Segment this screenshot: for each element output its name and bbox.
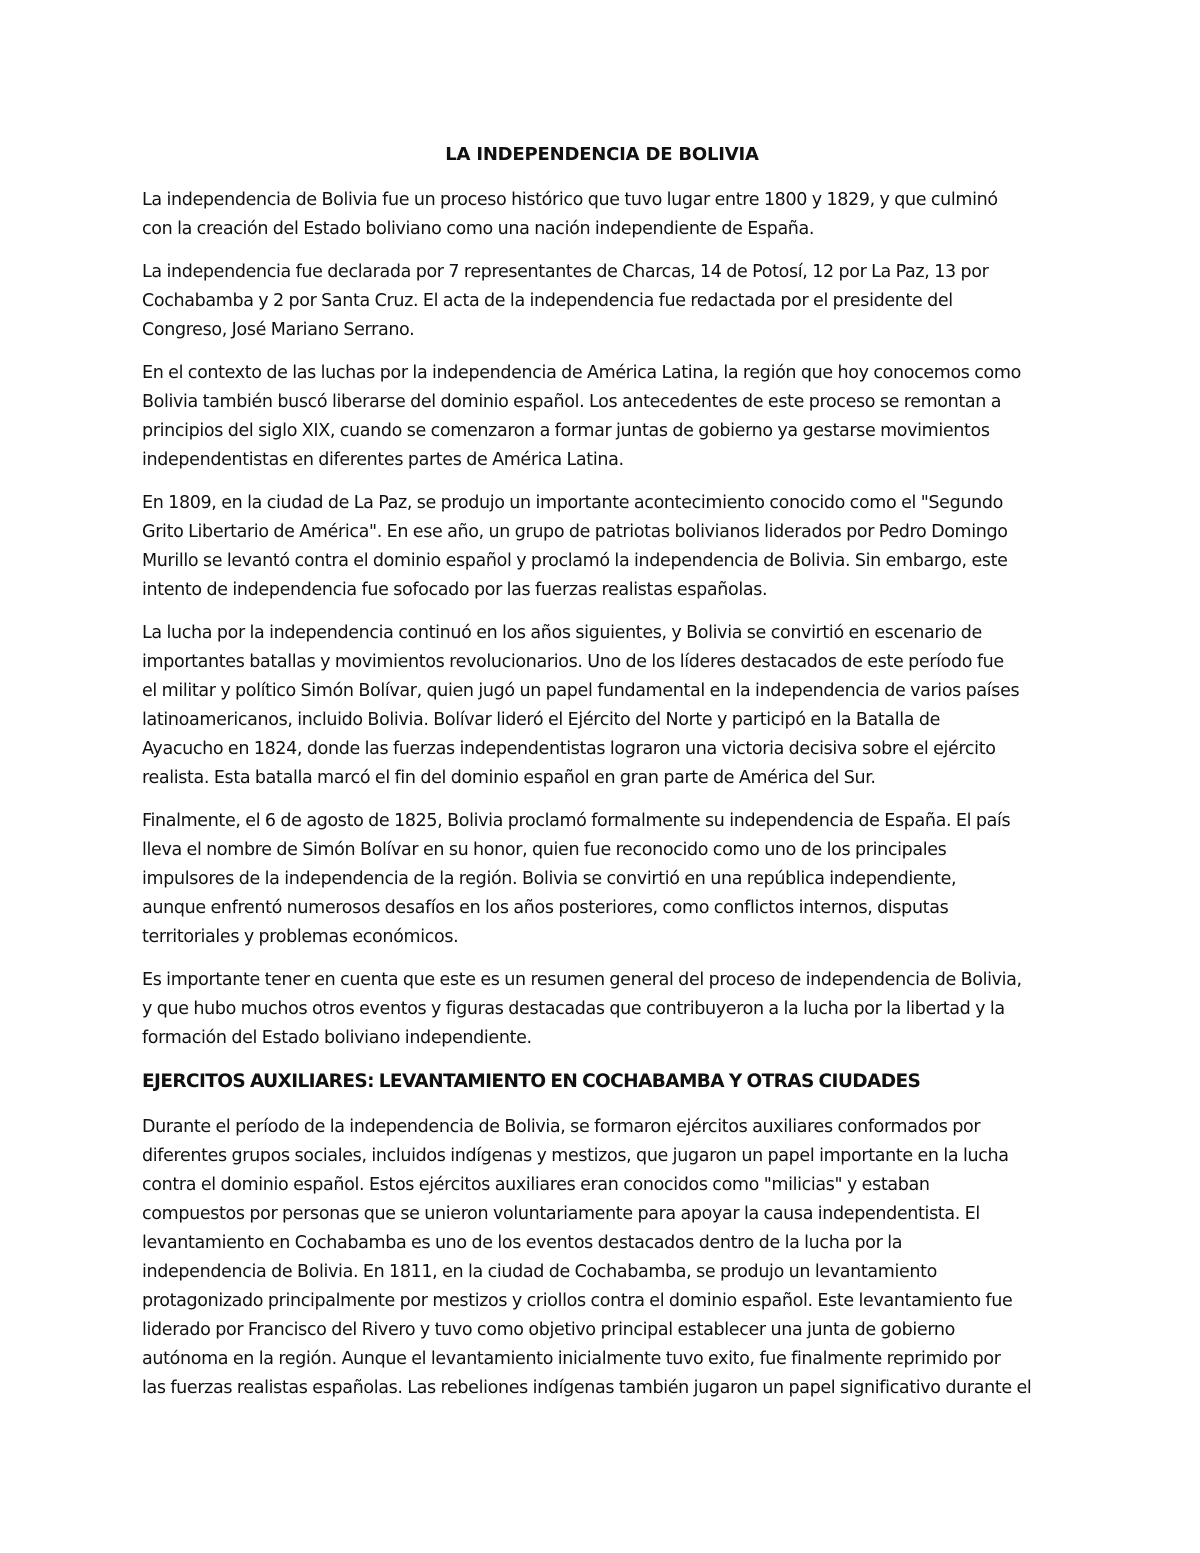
paragraph-line: La independencia de Bolivia fue un proceso histórico que tuvo lugar entre 1800 y 1829, y que culminó bbox=[142, 190, 998, 210]
paragraph-3 bbox=[142, 359, 1062, 475]
document-title: LA INDEPENDENCIA DE BOLIVIA bbox=[445, 144, 759, 165]
paragraph-6 bbox=[142, 807, 1062, 952]
paragraph-line: importantes batallas y movimientos revolucionarios. Uno de los líderes destacados de este período fue bbox=[142, 652, 1004, 672]
paragraph-line: y que hubo muchos otros eventos y figuras destacadas que contribuyeron a la lucha por la libertad y la bbox=[142, 999, 1005, 1019]
paragraph-1 bbox=[142, 186, 1062, 244]
paragraph-line: lleva el nombre de Simón Bolívar en su honor, quien fue reconocido como uno de los principales bbox=[142, 840, 947, 860]
paragraph-line: diferentes grupos sociales, incluidos indígenas y mestizos, que jugaron un papel importante en la lucha bbox=[142, 1146, 1009, 1166]
paragraph-line: formación del Estado boliviano independiente. bbox=[142, 1028, 532, 1048]
paragraph-line: Cochabamba y 2 por Santa Cruz. El acta de la independencia fue redactada por el presidente del bbox=[142, 291, 953, 311]
paragraph-line: latinoamericanos, incluido Bolivia. Bolívar lideró el Ejército del Norte y participó en la Batalla de bbox=[142, 710, 941, 730]
paragraph-line: aunque enfrentó numerosos desafíos en los años posteriores, como conflictos internos, disputas bbox=[142, 898, 949, 918]
paragraph-line: Grito Libertario de América". En ese año, un grupo de patriotas bolivianos liderados por Pedro Domingo bbox=[142, 522, 1008, 542]
paragraph-4 bbox=[142, 489, 1062, 605]
paragraph-line: el militar y político Simón Bolívar, quien jugó un papel fundamental en la independencia de varios países bbox=[142, 681, 1020, 701]
paragraph-line: intento de independencia fue sofocado por las fuerzas realistas españolas. bbox=[142, 580, 768, 600]
paragraph-line: Congreso, José Mariano Serrano. bbox=[142, 320, 415, 340]
paragraph-line: En 1809, en la ciudad de La Paz, se produjo un importante acontecimiento conocido como el "Segundo bbox=[142, 493, 1003, 513]
paragraph-line: Ayacucho en 1824, donde las fuerzas independentistas lograron una victoria decisiva sobre el ejército bbox=[142, 739, 996, 759]
paragraph-line: independencia de Bolivia. En 1811, en la ciudad de Cochabamba, se produjo un levantamiento bbox=[142, 1262, 938, 1282]
section-paragraph bbox=[142, 1113, 1062, 1403]
paragraph-line: compuestos por personas que se unieron voluntariamente para apoyar la causa independentista. El bbox=[142, 1204, 980, 1224]
paragraph-line: realista. Esta batalla marcó el fin del dominio español en gran parte de América del Sur. bbox=[142, 768, 876, 788]
paragraph-line: La lucha por la independencia continuó en los años siguientes, y Bolivia se convirtió en escenario de bbox=[142, 623, 982, 643]
paragraph-line: Bolivia también buscó liberarse del dominio español. Los antecedentes de este proceso se remontan a bbox=[142, 392, 1002, 412]
paragraph-line: territoriales y problemas económicos. bbox=[142, 927, 459, 947]
paragraph-line: La independencia fue declarada por 7 representantes de Charcas, 14 de Potosí, 12 por La Paz, 13 por bbox=[142, 262, 989, 282]
paragraph-line: contra el dominio español. Estos ejércitos auxiliares eran conocidos como "milicias" y estaban bbox=[142, 1175, 930, 1195]
paragraph-line: autónoma en la región. Aunque el levantamiento inicialmente tuvo exito, fue finalmente reprimido por bbox=[142, 1349, 1001, 1369]
document-body bbox=[142, 140, 1062, 1417]
paragraph-line: independentistas en diferentes partes de América Latina. bbox=[142, 450, 624, 470]
paragraph-line: protagonizado principalmente por mestizos y criollos contra el dominio español. Este levantamiento fue bbox=[142, 1291, 1013, 1311]
paragraph-line: En el contexto de las luchas por la independencia de América Latina, la región que hoy conocemos como bbox=[142, 363, 1021, 383]
paragraph-line: liderado por Francisco del Rivero y tuvo como objetivo principal establecer una junta de gobierno bbox=[142, 1320, 955, 1340]
paragraph-7 bbox=[142, 966, 1062, 1053]
paragraph-line: Es importante tener en cuenta que este es un resumen general del proceso de independencia de Bolivia, bbox=[142, 970, 1022, 990]
paragraph-line: principios del siglo XIX, cuando se comenzaron a formar juntas de gobierno ya gestarse movimientos bbox=[142, 421, 990, 441]
paragraph-line: las fuerzas realistas españolas. Las rebeliones indígenas también jugaron un papel significativo durante el bbox=[142, 1378, 1032, 1398]
paragraph-line: Murillo se levantó contra el dominio español y proclamó la independencia de Bolivia. Sin embargo, este bbox=[142, 551, 1008, 571]
section-heading: EJERCITOS AUXILIARES: LEVANTAMIENTO EN COCHABAMBA Y OTRAS CIUDADES bbox=[142, 1071, 921, 1092]
paragraph-5 bbox=[142, 619, 1062, 793]
paragraph-line: levantamiento en Cochabamba es uno de los eventos destacados dentro de la lucha por la bbox=[142, 1233, 903, 1253]
paragraph-2 bbox=[142, 258, 1062, 345]
paragraph-line: Finalmente, el 6 de agosto de 1825, Bolivia proclamó formalmente su independencia de España. El país bbox=[142, 811, 1011, 831]
paragraph-line: Durante el período de la independencia de Bolivia, se formaron ejércitos auxiliares conformados por bbox=[142, 1117, 981, 1137]
paragraph-line: con la creación del Estado boliviano como una nación independiente de España. bbox=[142, 219, 815, 239]
paragraph-line: impulsores de la independencia de la región. Bolivia se convirtió en una república independiente, bbox=[142, 869, 957, 889]
